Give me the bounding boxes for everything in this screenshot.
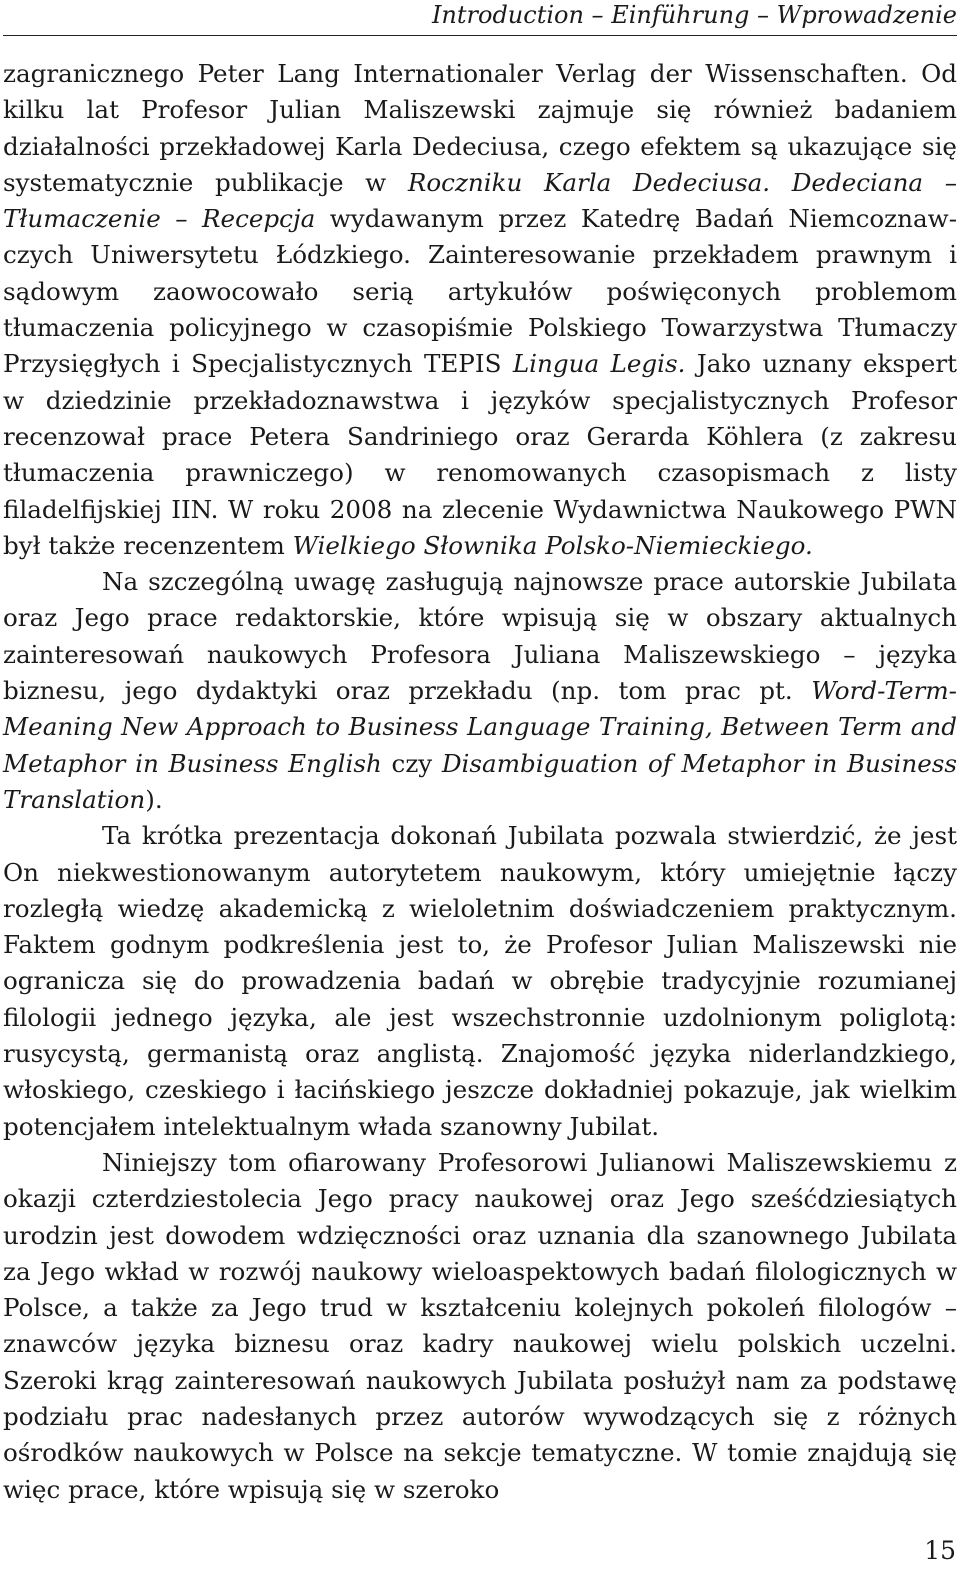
italic-title-span: Lingua Legis. xyxy=(512,349,686,379)
running-title: Introduction – Einführung – Wprowadzenie xyxy=(431,1,957,29)
text-span: Na szczególną uwagę zasługują najnowsze prace autorskie Jubilata oraz Jego prace redaktorskie, które wpisują się w obszary aktualnych zainteresowań naukowych Profesora Juliana Maliszewskiego – języka biznesu, jego dydaktyki oraz przekładu (np. tom prac pt. xyxy=(3,567,957,706)
body-text xyxy=(3,56,957,1508)
paragraph-1 xyxy=(3,56,957,564)
paragraph-3 xyxy=(3,818,957,1145)
italic-title-span: Wielkiego Słownika Polsko-Niemieckiego. xyxy=(292,530,813,560)
text-span: zagranicznego Peter Lang Internationaler Verlag der Wissenschaften. Od kilku lat Profesor Julian Maliszewski zajmuje się również badaniem działalności przekładowej Karla Dedeciusa, czego efektem są ukazujące się systematycznie publikacje w xyxy=(3,59,957,197)
text-span: Niniejszy tom ofiarowany Profesorowi Julianowi Maliszewskiemu z okazji czterdziestolecia Jego pracy naukowej oraz Jego sześćdziesiątych urodzin jest dowodem wdzięczności oraz uznania dla szanownego Jubilata za Jego wkład w rozwój naukowy wieloaspektowych badań filologicznych w Polsce, a także za Jego trud w kształceniu kolejnych pokoleń filologów – znawców języka biznesu oraz kadry naukowej wielu polskich uczelni. Szeroki krąg zainteresowań naukowych Jubilata posłużył nam za podstawę podziału prac nadesłanych przez autorów wywodzących się z różnych ośrodków naukowych w Polsce na sekcje tematyczne. W tomie znajdują się więc prace, które wpisują się w szeroko xyxy=(3,1147,957,1504)
paragraph-4 xyxy=(3,1145,957,1508)
italic-title-span: Disambiguation of Metaphor in Business Translation xyxy=(3,748,957,814)
italic-title-span: Roczniku Karla Dedeciusa. Dedeciana – Tłumaczenie – Recepcja xyxy=(3,167,957,234)
text-span: Ta krótka prezentacja dokonań Jubilata pozwala stwierdzić, że jest On niekwestionowanym autorytetem naukowym, który umiejętnie łączy rozległą wiedzę akademicką z wieloletnim doświadczeniem praktycznym. Faktem godnym podkreślenia jest to, że Profesor Julian Maliszewski nie ogranicza się do prowadzenia badań w obrębie tradycyjnie rozumianej filologii jednego języka, ale jest wszechstronnie uzdolnionym poliglotą: rusycystą, germanistą oraz anglistą. Znajomość języka niderlandzkiego, włoskiego, czeskiego i łacińskiego jeszcze dokładniej pokazuje, jak wielkim potencjałem intelektualnym włada szanowny Jubilat. xyxy=(3,821,957,1141)
text-span: Jako uznany ekspert w dziedzinie przekładoznawstwa i języków specjalistycznych Profesor recenzował prace Petera Sandriniego oraz Gerarda Köhlera (z zakresu tłumaczenia prawniczego) w renomowanych czasopismach z listy filadelfijskiej IIN. W roku 2008 na zlecenie Wydawnictwa Naukowego PWN był także recenzentem xyxy=(3,349,957,560)
text-span: wydawanym przez Katedrę Badań Niemcoznawczych Uniwersytetu Łódzkiego. Zainteresowanie przekładem prawnym i sądowym zaowocowało serią artykułów poświęconych problemom tłumaczenia policyjnego w czasopiśmie Polskiego Towarzystwa Tłumaczy Przysięgłych i Specjalistycznych TEPIS xyxy=(3,204,957,379)
italic-title-span: Word-Term-Meaning New Approach to Business Language Training, Between Term and Metaphor in Business English xyxy=(3,676,957,778)
text-span: ). xyxy=(145,784,163,814)
paragraph-2 xyxy=(3,564,957,818)
page-number: 15 xyxy=(924,1536,956,1565)
running-header xyxy=(3,0,957,36)
text-span: czy xyxy=(381,748,442,778)
